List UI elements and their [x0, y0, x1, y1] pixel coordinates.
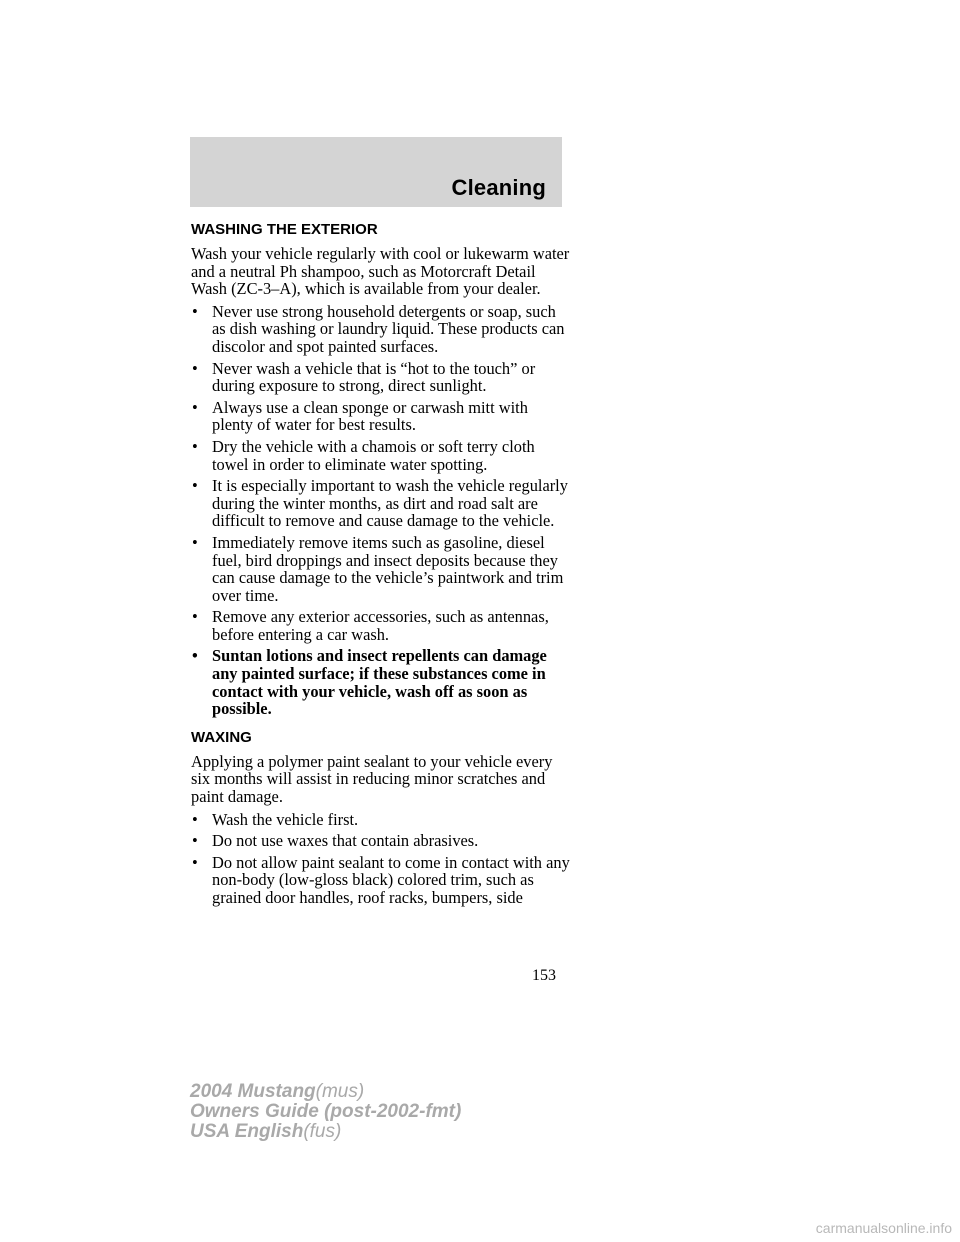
washing-heading: WASHING THE EXTERIOR	[191, 221, 378, 238]
bullet-icon: •	[192, 532, 198, 552]
page-number: 153	[532, 967, 556, 984]
list-item	[191, 360, 571, 395]
list-item-text: Always use a clean sponge or carwash mitt with plenty of water for best results.	[212, 397, 528, 435]
footer-model-code: (mus)	[315, 1081, 365, 1102]
washing-intro: Wash your vehicle regularly with cool or lukewarm water and a neutral Ph shampoo, such as Motorcraft Detail Wash (ZC-3–A), which is available from your dealer.	[191, 244, 570, 299]
bullet-icon: •	[192, 476, 198, 496]
list-item	[191, 477, 571, 530]
list-item	[191, 854, 571, 907]
list-item	[191, 303, 571, 356]
list-item-text: Dry the vehicle with a chamois or soft terry cloth towel in order to eliminate water spotting.	[212, 436, 535, 474]
footer-line-language	[190, 1122, 461, 1142]
list-item-text: Do not use waxes that contain abrasives.	[212, 831, 479, 851]
list-item-text: Wash the vehicle first.	[212, 809, 359, 829]
bullet-icon: •	[192, 301, 198, 321]
bullet-icon: •	[192, 809, 198, 829]
footer-language-name: USA English	[190, 1121, 304, 1142]
footer-line-model	[190, 1082, 461, 1102]
bullet-icon: •	[192, 436, 198, 456]
bullet-icon: •	[192, 852, 198, 872]
list-item	[191, 534, 571, 604]
site-watermark: carmanualsonline.info	[815, 1220, 952, 1236]
list-item-text: Never use strong household detergents or soap, such as dish washing or laundry liquid. These products can discolor and spot painted surfaces.	[212, 301, 565, 356]
bullet-icon: •	[192, 397, 198, 417]
list-item	[191, 811, 571, 829]
waxing-bullet-list	[191, 811, 571, 907]
list-item	[191, 399, 571, 434]
list-item-text: It is especially important to wash the vehicle regularly during the winter months, as dirt and road salt are difficult to remove and cause damage to the vehicle.	[212, 476, 568, 531]
list-item-text: Do not allow paint sealant to come in contact with any non-body (low-gloss black) colored trim, such as grained door handles, roof racks, bumpers, side	[212, 852, 570, 907]
section-header-band	[190, 137, 562, 207]
bullet-icon: •	[192, 358, 198, 378]
list-item-text: Immediately remove items such as gasoline, diesel fuel, bird droppings and insect deposits because they can cause damage to the vehicle’s paintwork and trim over time.	[212, 532, 564, 605]
footer-model-name: 2004 Mustang	[190, 1081, 316, 1102]
footer-guide-name: Owners Guide (post-2002-fmt)	[190, 1101, 462, 1122]
waxing-heading: WAXING	[191, 728, 252, 746]
list-item-text: Remove any exterior accessories, such as antennas, before entering a car wash.	[212, 607, 549, 644]
bullet-icon: •	[192, 646, 198, 666]
list-item-text: Suntan lotions and insect repellents can damage any painted surface; if these substances come in contact with your vehicle, wash off as soon as possible.	[212, 646, 547, 719]
bullet-icon: •	[192, 607, 198, 627]
page-content	[191, 221, 571, 911]
list-item	[191, 438, 571, 473]
bullet-icon: •	[192, 831, 198, 851]
footer-language-code: (fus)	[303, 1121, 342, 1142]
list-item	[191, 608, 571, 643]
list-item	[191, 832, 571, 850]
washing-bullet-list	[191, 303, 571, 718]
warning-list-item	[191, 647, 571, 717]
list-item-text: Never wash a vehicle that is “hot to the touch” or during exposure to strong, direct sunlight.	[212, 358, 536, 396]
document-footer	[190, 1082, 461, 1142]
section-title: Cleaning	[451, 175, 546, 200]
waxing-intro: Applying a polymer paint sealant to your vehicle every six months will assist in reducing minor scratches and paint damage.	[191, 751, 553, 807]
